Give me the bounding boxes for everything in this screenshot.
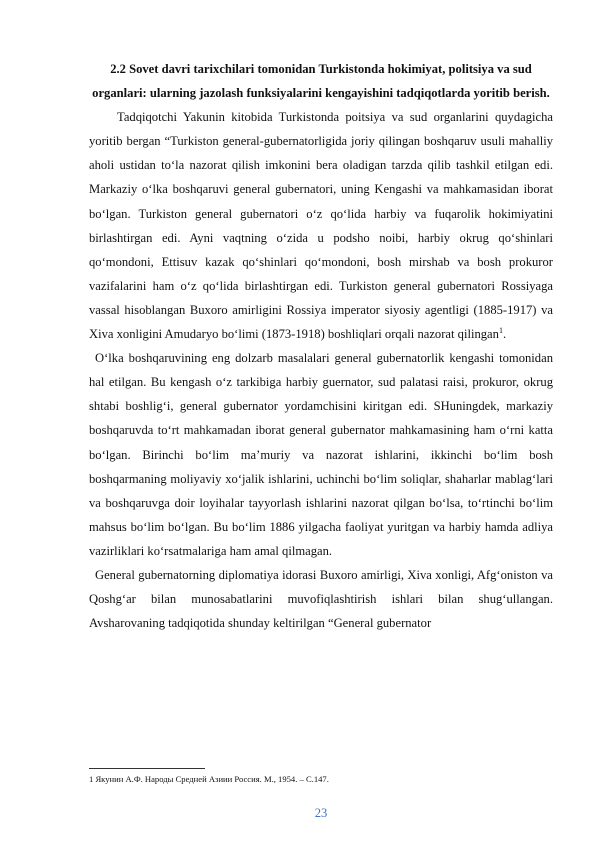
paragraph-3: General gubernatorning diplomatiya idorasi Buxoro amirligi, Xiva xonligi, Afg‘oniston va Qoshg‘ar bilan munosabatlarini muvofiqlashtirish ishlari bilan shug‘ullangan. Avsharovaning tadqiqotida shunday keltirilgan “General gubernator — [89, 567, 553, 631]
paragraph-1-tail: . — [502, 327, 507, 342]
paragraph-2: O‘lka boshqaruvining eng dolzarb masalalari general gubernatorlik kengashi tomonidan hal etilgan. Bu kengash o‘z tarkibiga harbiy guernator, sud palatasi raisi, prokuror, okrug shtabi boshlig‘i, general gubernator yordamchisini kiritgan edi. SHuningdek, markaziy boshqaruvda to‘rt mahkamadan iborat general gubernator mahkamasining ham o‘rni katta bo‘lgan. Birinchi bo‘lim ma’muriy va nazorat ishlarini, ikkinchi bo‘lim bosh boshqarmaning moliyaviy xo‘jalik ishlarini, uchinchi bo‘lim soliqlar, shaharlar mablag‘lari va boshqaruvga doir loyihalar tayyorlash ishlarini nazorat qilgan bo‘lsa, to‘rtinchi bo‘lim mahsus bo‘lim bo‘lgan. Bu bo‘lim 1886 yilgacha faoliyat yuritgan va harbiy hamda adliya vazirliklari ko‘rsatmalariga ham amal qilmagan. — [89, 351, 553, 558]
footnote-reference[interactable]: 1 — [498, 326, 503, 336]
section-heading: 2.2 Sovet davri tarixchilari tomonidan Turkistonda hokimiyat, politsiya va sud organlari: ularning jazolash funksiyalarini kengayishini tadqiqotlarda yoritib berish. — [92, 62, 550, 101]
page-number: 23 — [314, 806, 328, 820]
footnote: 1 Якунин А.Ф. Народы Средней Азиии Россия. М., 1954. – С.147. — [89, 774, 329, 784]
paragraph-1-text: Tadqiqotchi Yakunin kitobida Turkistonda poitsiya va sud organlarini quydagicha yoritib bergan “Turkiston general-gubernatorligida joriy qilingan boshqaruv usuli mahalliy aholi ustidan to‘la nazorat qilish imkonini bera oladigan tarzda qilib tashkil etilgan edi. Markaziy o‘lka boshqaruvi general gubernatori, uning Kengashi va mahkamasidan iborat bo‘lgan. Turkiston general gubernatori o‘z qo‘lida harbiy va fuqarolik hokimiyatini birlashtirgan edi. Ayni vaqtning o‘zida u podsho noibi, harbiy okrug qo‘shinlari qo‘mondoni, Ettisuv kazak qo‘shinlari qo‘mondoni, bosh mirshab va bosh prokuror vazifalarini ham o‘z qo‘lida birlashtirgan edi. Turkiston general gubernatori Rossiyaga vassal hisoblangan Buxoro amirligini Rossiya imperator siyosiy agentligi (1885-1917) va Xiva xonligini Amudaryo bo‘limi (1873-1918) boshliqlari orqali nazorat qilingan — [89, 110, 553, 342]
footnote-separator — [89, 768, 205, 769]
paragraph-1 — [89, 105, 553, 346]
main-text — [89, 57, 553, 635]
